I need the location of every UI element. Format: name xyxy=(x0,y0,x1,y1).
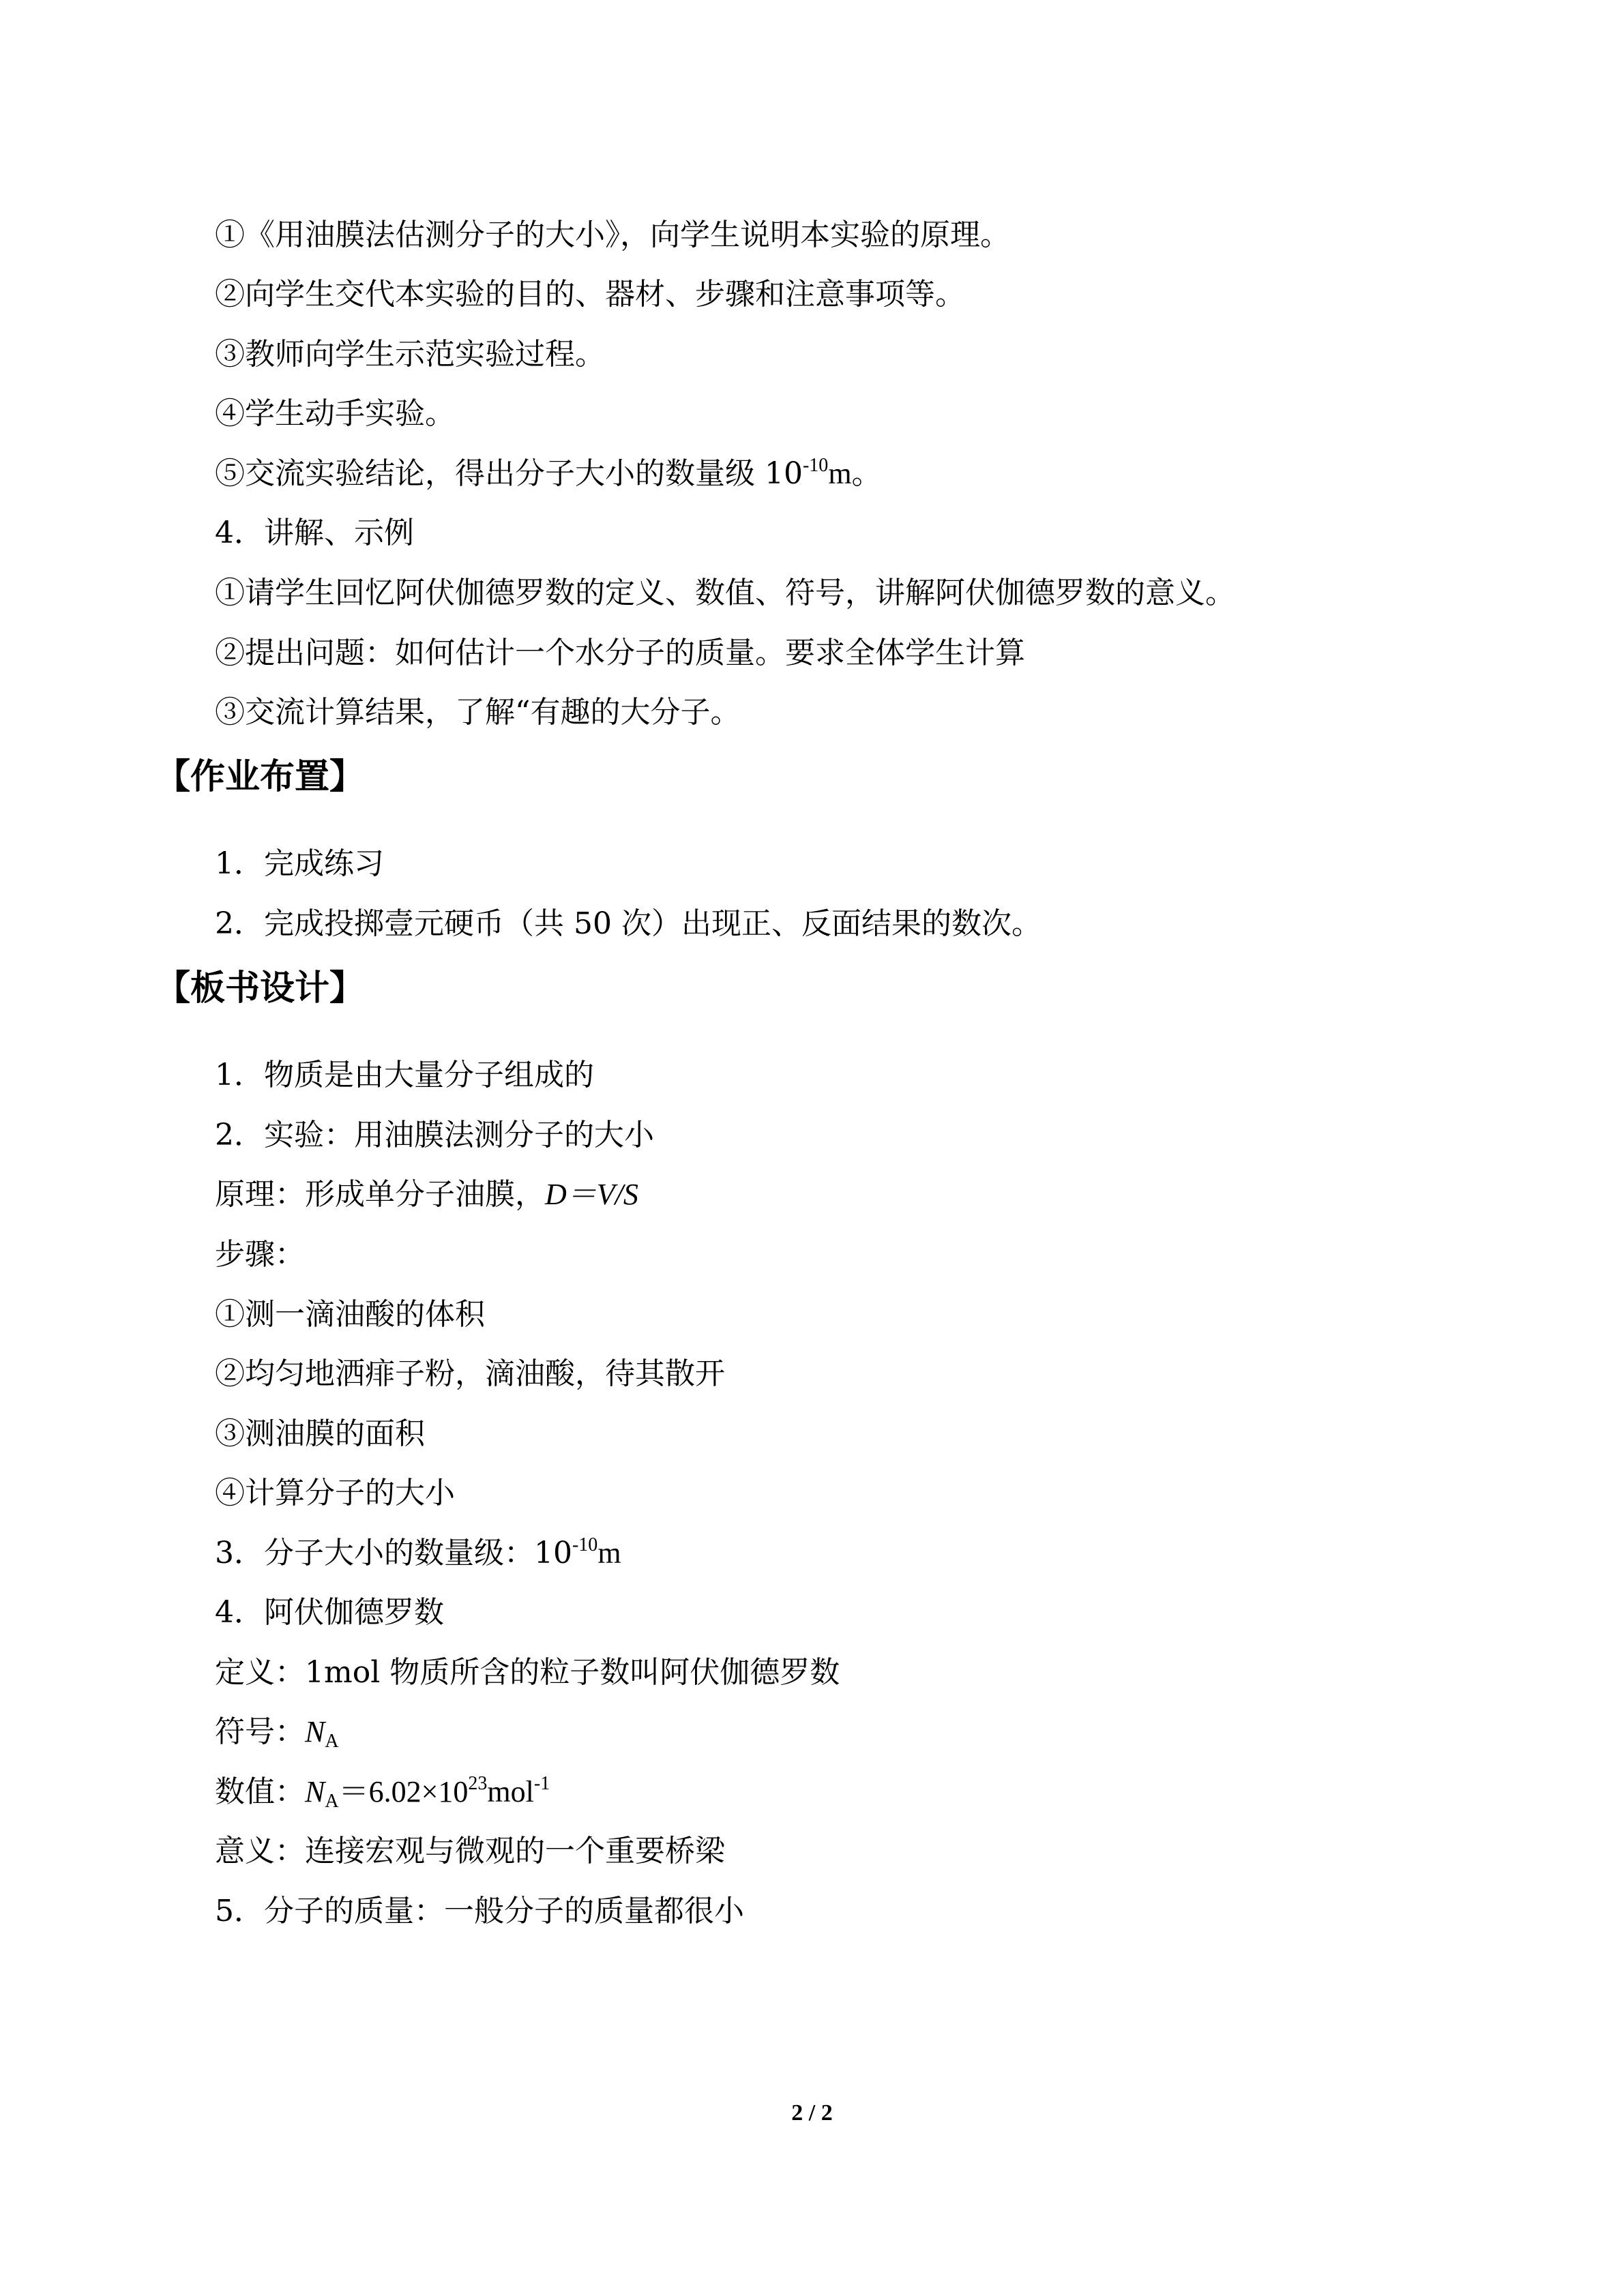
step-5-text: ⑤交流实验结论，得出分子大小的数量级 10 xyxy=(215,456,803,491)
homework-item-2: 2．完成投掷壹元硬币（共 50 次）出现正、反面结果的数次。 xyxy=(215,906,1042,941)
board-line-1: 1．物质是由大量分子组成的 xyxy=(215,1058,594,1092)
board-step-1: ①测一滴油酸的体积 xyxy=(215,1297,485,1332)
board-principle xyxy=(215,1174,638,1215)
board-definition: 定义：1mol 物质所含的粒子数叫阿伏伽德罗数 xyxy=(215,1655,840,1690)
symbol-subscript: A xyxy=(325,1731,339,1752)
step-2: ②向学生交代本实验的目的、器材、步骤和注意事项等。 xyxy=(215,277,965,312)
step-5-exponent: -10 xyxy=(802,455,829,476)
step-4: ④学生动手实验。 xyxy=(215,396,455,431)
board-line-2: 2．实验：用油膜法测分子的大小 xyxy=(215,1118,654,1152)
principle-formula: D＝V/S xyxy=(545,1178,638,1211)
value-unit: mol xyxy=(487,1775,534,1808)
magnitude-text: 3．分子大小的数量级：10 xyxy=(215,1536,572,1570)
value-unit-exponent: -1 xyxy=(533,1773,550,1794)
magnitude-exponent: -10 xyxy=(572,1534,598,1555)
step-3: ③教师向学生示范实验过程。 xyxy=(215,337,605,372)
symbol-n: N xyxy=(305,1715,325,1748)
board-step-4: ④计算分子的大小 xyxy=(215,1476,455,1510)
principle-label: 原理：形成单分子油膜， xyxy=(215,1177,545,1212)
symbol-label: 符号： xyxy=(215,1714,305,1749)
board-line-5: 5．分子的质量：一般分子的质量都很小 xyxy=(215,1894,744,1928)
board-symbol xyxy=(215,1712,339,1753)
step-5 xyxy=(215,453,882,494)
example-3: ③交流计算结果，了解“有趣的大分子。 xyxy=(215,695,741,730)
board-step-2: ②均匀地洒痱子粉，滴油酸，待其散开 xyxy=(215,1356,725,1391)
homework-item-1: 1．完成练习 xyxy=(215,846,384,881)
page-number: 2 / 2 xyxy=(791,2100,833,2126)
value-subscript: A xyxy=(325,1791,339,1812)
example-1: ①请学生回忆阿伏伽德罗数的定义、数值、符号，讲解阿伏伽德罗数的意义。 xyxy=(215,576,1235,610)
step-5-unit: m。 xyxy=(828,457,882,490)
board-heading: 【板书设计】 xyxy=(156,968,365,1009)
example-2: ②提出问题：如何估计一个水分子的质量。要求全体学生计算 xyxy=(215,636,1025,670)
board-value xyxy=(215,1772,550,1813)
value-exponent: 23 xyxy=(468,1773,488,1794)
board-meaning: 意义：连接宏观与微观的一个重要桥梁 xyxy=(215,1834,725,1868)
board-line-3 xyxy=(215,1533,621,1574)
value-number: ＝6.02×10 xyxy=(338,1775,469,1808)
homework-heading: 【作业布置】 xyxy=(156,757,365,797)
step-1: ①《用油膜法估测分子的大小》，向学生说明本实验的原理。 xyxy=(215,218,1010,252)
board-steps-label: 步骤： xyxy=(215,1237,305,1272)
value-label: 数值： xyxy=(215,1774,305,1809)
board-step-3: ③测油膜的面积 xyxy=(215,1416,425,1451)
board-line-4: 4．阿伏伽德罗数 xyxy=(215,1595,444,1630)
value-n: N xyxy=(305,1775,325,1808)
magnitude-unit: m xyxy=(597,1536,621,1570)
section-4-title: 4．讲解、示例 xyxy=(215,516,414,550)
